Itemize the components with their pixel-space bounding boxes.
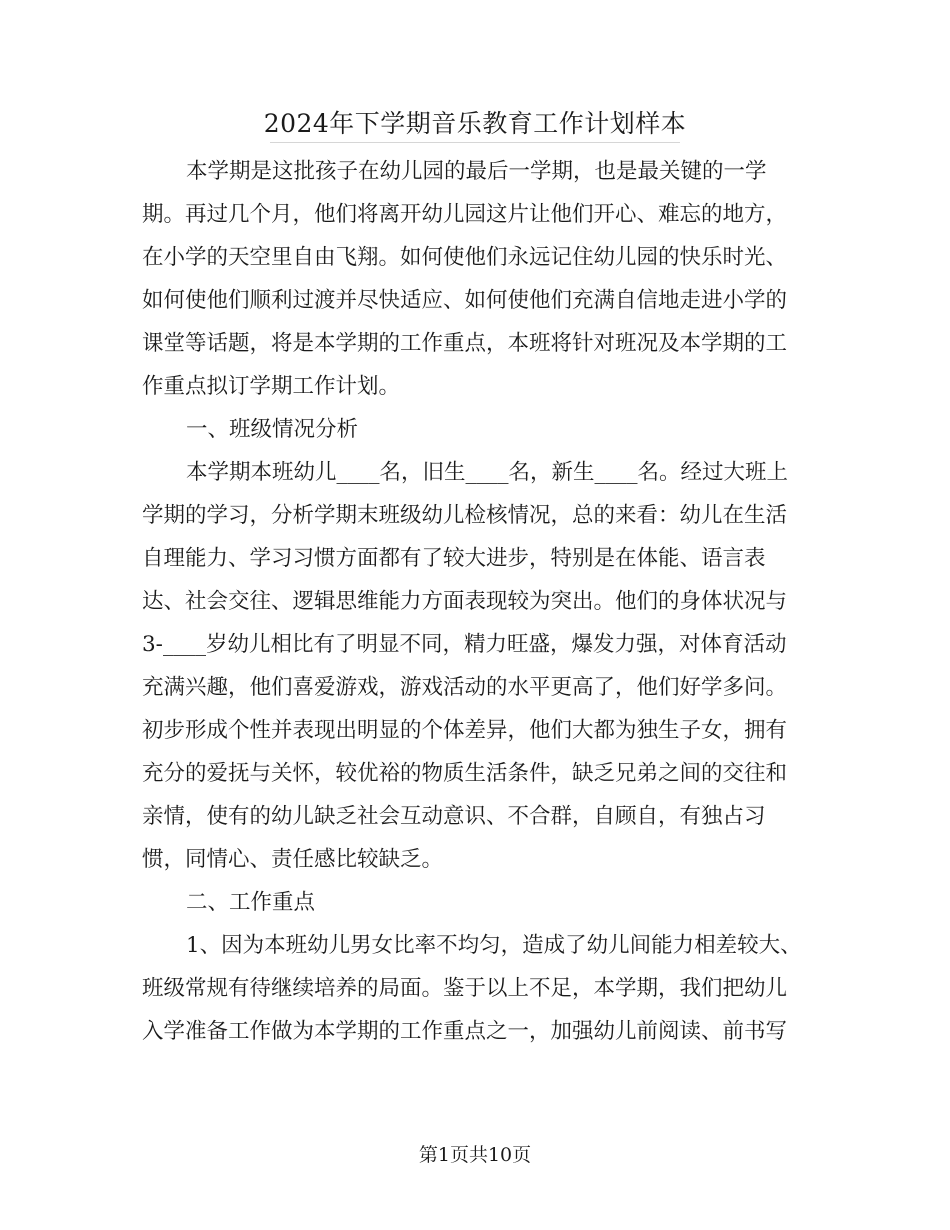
text-line: 课堂等话题，将是本学期的工作重点，本班将针对班况及本学期的工 [142,331,788,356]
text-line: 一、班级情况分析 [186,417,359,442]
text-line: 二、工作重点 [186,890,316,915]
text-line: 亲情，使有的幼儿缺乏社会互动意识、不合群，自顾自，有独占习 [142,804,766,829]
text-line: 充满兴趣，他们喜爱游戏，游戏活动的水平更高了，他们好学多问。 [142,675,788,700]
text-line: 本学期是这批孩子在幼儿园的最后一学期，也是最关键的一学 [186,159,767,184]
document-title: 2024年下学期音乐教育工作计划样本 [263,109,687,138]
text-line: 达、社会交往、逻辑思维能力方面表现较为突出。他们的身体状况与 [142,589,788,614]
text-line: 在小学的天空里自由飞翔。如何使他们永远记住幼儿园的快乐时光、 [142,245,788,270]
page-footer: 第1页共10页 [418,1144,532,1166]
text-line: 充分的爱抚与关怀，较优裕的物质生活条件，缺乏兄弟之间的交往和 [142,761,788,786]
text-line: 本学期本班幼儿____名，旧生____名，新生____名。经过大班上 [186,460,789,485]
text-line: 惯，同情心、责任感比较缺乏。 [142,847,444,872]
text-line: 学期的学习，分析学期末班级幼儿检核情况，总的来看：幼儿在生活 [142,503,788,528]
text-line: 自理能力、学习习惯方面都有了较大进步，特别是在体能、语言表 [142,546,766,571]
text-line: 3-____岁幼儿相比有了明显不同，精力旺盛，爆发力强，对体育活动 [142,632,787,657]
text-line: 初步形成个性并表现出明显的个体差异，他们大都为独生子女，拥有 [142,718,788,743]
title-underline [270,142,680,143]
text-line: 如何使他们顺利过渡并尽快适应、如何使他们充满自信地走进小学的 [142,288,788,313]
text-line: 1、因为本班幼儿男女比率不均匀，造成了幼儿间能力相差较大、 [186,933,802,958]
text-line: 入学准备工作做为本学期的工作重点之一，加强幼儿前阅读、前书写 [142,1019,788,1044]
text-line: 班级常规有待继续培养的局面。鉴于以上不足，本学期，我们把幼儿 [142,976,788,1001]
document-body [142,150,812,1053]
text-line: 作重点拟订学期工作计划。 [142,374,401,399]
text-line: 期。再过几个月，他们将离开幼儿园这片让他们开心、难忘的地方， [142,202,788,227]
